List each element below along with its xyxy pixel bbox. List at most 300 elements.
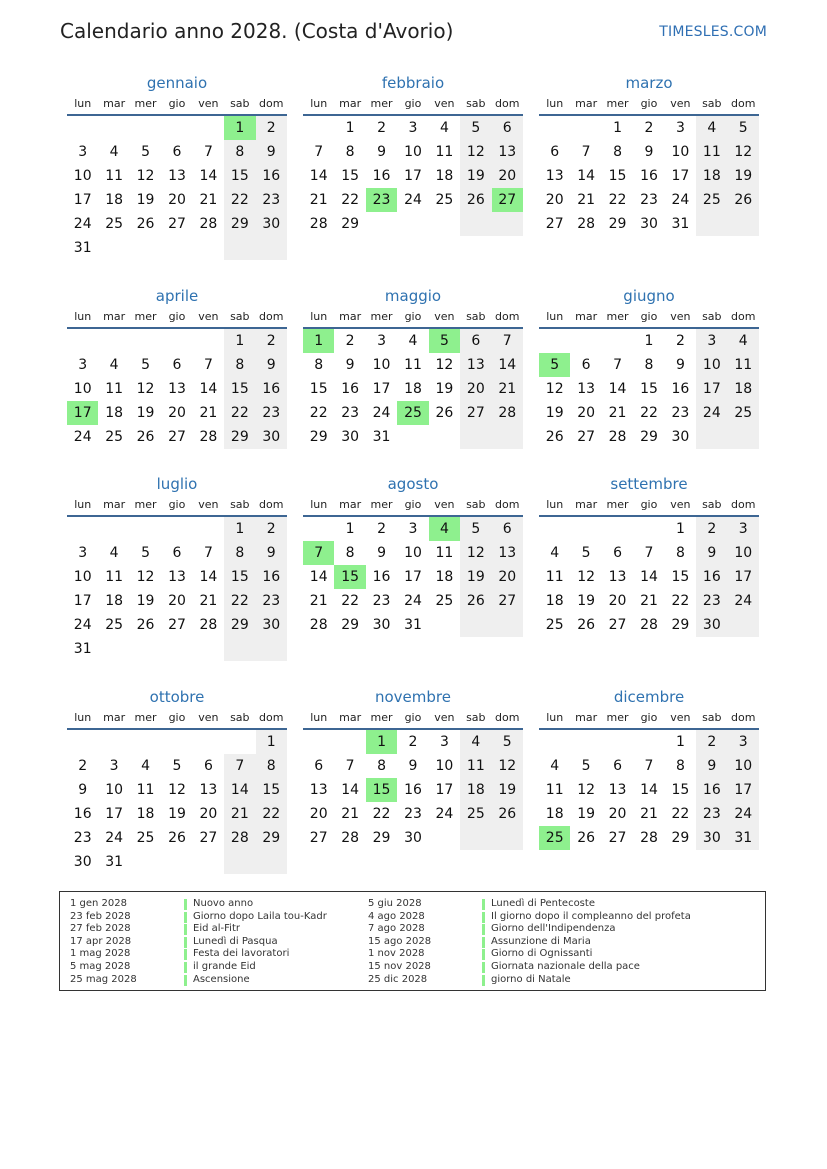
day-cell: 25	[460, 802, 491, 826]
day-cell: 18	[105, 192, 124, 208]
day-cell: 30	[696, 826, 727, 850]
day-cell: 6	[613, 545, 623, 561]
holiday-date: 23 feb 2028	[70, 910, 131, 922]
day-cell: 9	[408, 758, 418, 774]
weekday-label: ven	[670, 711, 691, 724]
weekday-label: mar	[575, 711, 598, 724]
day-cell: 5	[581, 545, 591, 561]
weekday-label: ven	[198, 310, 219, 323]
month-name: gennaio	[146, 74, 208, 92]
day-cell: 10	[404, 545, 422, 561]
month-febbraio	[303, 72, 523, 236]
day-cell: 5	[539, 353, 570, 377]
page-title: Calendario anno 2028. (Costa d'Avorio)	[60, 19, 454, 43]
day-cell: 5	[492, 730, 523, 754]
weekday-label: mer	[370, 310, 393, 323]
day-cell: 2	[675, 333, 685, 349]
day-cell: 27	[608, 830, 627, 846]
day-cell: 20	[168, 405, 186, 421]
empty-cell	[67, 329, 98, 353]
day-cell: 25	[539, 826, 570, 850]
holiday-marker-icon	[482, 899, 485, 910]
month-name: ottobre	[149, 688, 205, 706]
day-cell: 23	[366, 188, 397, 212]
day-cell: 29	[671, 830, 690, 846]
day-cell: 10	[73, 381, 92, 397]
day-cell: 9	[675, 357, 685, 373]
legend-row	[70, 961, 327, 974]
day-cell: 15	[224, 377, 255, 401]
weekday-label: gio	[640, 97, 658, 110]
empty-cell	[602, 517, 633, 541]
day-cell: 6	[492, 116, 523, 140]
weekday-header	[67, 307, 287, 329]
day-cell: 30	[256, 425, 287, 449]
month-name: novembre	[375, 688, 451, 706]
day-cell: 5	[141, 545, 151, 561]
day-cell: 26	[492, 802, 523, 826]
day-cell: 16	[696, 565, 727, 589]
day-cell: 9	[256, 353, 287, 377]
empty-cell	[161, 329, 192, 353]
day-cell: 12	[577, 569, 596, 585]
weekday-label: ven	[670, 97, 691, 110]
day-cell: 22	[640, 405, 658, 421]
day-cell: 12	[460, 541, 491, 565]
day-cell: 2	[377, 521, 387, 537]
day-cell: 10	[105, 782, 124, 798]
empty-cell	[161, 236, 192, 260]
weekday-header	[303, 708, 523, 730]
weekday-label: sab	[702, 310, 722, 323]
legend-row	[70, 898, 327, 911]
day-cell: 11	[435, 144, 454, 160]
day-cell: 17	[728, 565, 759, 589]
empty-cell	[130, 730, 161, 754]
empty-cell	[397, 212, 428, 236]
empty-cell	[460, 826, 491, 850]
weekday-label: sab	[230, 97, 250, 110]
day-cell: 3	[78, 545, 88, 561]
day-cell: 3	[78, 357, 88, 373]
day-cell: 18	[105, 593, 124, 609]
day-cell: 25	[728, 401, 759, 425]
month-luglio	[67, 473, 287, 661]
weekday-label: sab	[230, 498, 250, 511]
month-name: febbraio	[381, 74, 445, 92]
day-cell: 22	[608, 192, 627, 208]
day-cell: 9	[377, 545, 387, 561]
weekday-label: dom	[731, 310, 756, 323]
weekday-label: mer	[134, 310, 157, 323]
weekday-label: sab	[702, 498, 722, 511]
day-cell: 21	[608, 405, 627, 421]
day-cell: 7	[203, 144, 213, 160]
weekday-label: sab	[230, 711, 250, 724]
empty-cell	[366, 212, 397, 236]
day-cell: 31	[671, 216, 690, 232]
day-cell: 24	[372, 405, 391, 421]
day-cell: 25	[105, 617, 124, 633]
day-cell: 17	[73, 192, 92, 208]
day-cell: 8	[256, 754, 287, 778]
weekday-header	[303, 307, 523, 329]
day-cell: 9	[644, 144, 654, 160]
day-cell: 24	[73, 429, 92, 445]
day-cell: 10	[696, 353, 727, 377]
day-cell: 2	[696, 517, 727, 541]
day-cell: 3	[728, 730, 759, 754]
weekday-label: mar	[575, 310, 598, 323]
day-cell: 4	[460, 730, 491, 754]
day-cell: 21	[199, 593, 218, 609]
day-cell: 25	[397, 401, 428, 425]
day-cell: 30	[696, 613, 727, 637]
day-grid	[303, 329, 523, 449]
day-cell: 29	[608, 216, 627, 232]
day-cell: 4	[696, 116, 727, 140]
legend-row	[368, 974, 691, 987]
day-cell: 15	[608, 168, 627, 184]
day-grid	[67, 116, 287, 260]
weekday-header	[303, 94, 523, 116]
day-cell: 14	[640, 782, 658, 798]
day-cell: 16	[256, 565, 287, 589]
day-cell: 26	[136, 216, 155, 232]
empty-cell	[570, 517, 601, 541]
day-cell: 20	[577, 405, 596, 421]
day-cell: 11	[105, 168, 124, 184]
day-cell: 13	[608, 782, 627, 798]
day-cell: 10	[728, 541, 759, 565]
holiday-marker-icon	[184, 975, 187, 986]
weekday-label: ven	[434, 97, 455, 110]
day-cell: 11	[435, 545, 454, 561]
day-cell: 17	[435, 782, 454, 798]
day-cell: 12	[577, 782, 596, 798]
day-cell: 8	[675, 545, 685, 561]
day-cell: 18	[728, 377, 759, 401]
weekday-label: lun	[74, 97, 92, 110]
day-cell: 23	[256, 188, 287, 212]
weekday-label: gio	[168, 711, 186, 724]
day-cell: 27	[199, 830, 218, 846]
day-cell: 19	[728, 164, 759, 188]
day-cell: 2	[377, 120, 387, 136]
day-cell: 9	[696, 754, 727, 778]
legend-column-left	[70, 898, 327, 986]
holiday-date: 7 ago 2028	[368, 923, 425, 935]
day-cell: 4	[109, 144, 119, 160]
month-name: maggio	[384, 287, 442, 305]
empty-cell	[161, 116, 192, 140]
day-cell: 10	[728, 754, 759, 778]
day-cell: 12	[492, 754, 523, 778]
day-grid	[539, 329, 759, 449]
day-cell: 21	[492, 377, 523, 401]
day-cell: 18	[404, 381, 422, 397]
weekday-label: mar	[103, 310, 126, 323]
day-cell: 23	[256, 401, 287, 425]
day-cell: 20	[608, 806, 627, 822]
day-cell: 4	[550, 758, 560, 774]
empty-cell	[98, 517, 129, 541]
day-cell: 25	[696, 188, 727, 212]
day-cell: 2	[256, 329, 287, 353]
day-cell: 3	[408, 120, 418, 136]
day-cell: 5	[581, 758, 591, 774]
day-cell: 27	[577, 429, 596, 445]
weekday-label: ven	[434, 310, 455, 323]
day-cell: 21	[640, 806, 658, 822]
day-cell: 2	[696, 730, 727, 754]
day-cell: 29	[224, 212, 255, 236]
legend-row	[368, 948, 691, 961]
legend-row	[368, 911, 691, 924]
day-cell: 19	[136, 405, 155, 421]
day-cell: 16	[256, 377, 287, 401]
day-cell: 31	[404, 617, 422, 633]
day-cell: 17	[105, 806, 124, 822]
day-cell: 22	[372, 806, 391, 822]
empty-cell	[570, 730, 601, 754]
day-cell: 15	[224, 565, 255, 589]
day-cell: 18	[136, 806, 155, 822]
day-cell: 22	[256, 802, 287, 826]
weekday-label: gio	[640, 498, 658, 511]
day-cell: 9	[256, 541, 287, 565]
day-cell: 6	[172, 545, 182, 561]
day-cell: 13	[577, 381, 596, 397]
day-cell: 23	[696, 802, 727, 826]
day-cell: 18	[105, 405, 124, 421]
day-cell: 3	[78, 144, 88, 160]
weekday-label: lun	[546, 498, 564, 511]
holiday-date: 27 feb 2028	[70, 923, 131, 935]
day-cell: 10	[404, 144, 422, 160]
day-cell: 26	[577, 830, 596, 846]
empty-cell	[193, 637, 224, 661]
day-cell: 25	[545, 617, 564, 633]
day-cell: 16	[372, 168, 391, 184]
month-name: marzo	[625, 74, 673, 92]
brand-link[interactable]: TIMESLES.COM	[659, 24, 767, 40]
empty-cell	[539, 116, 570, 140]
day-cell: 22	[224, 401, 255, 425]
weekday-label: dom	[259, 310, 284, 323]
weekday-label: gio	[640, 310, 658, 323]
day-cell: 17	[73, 593, 92, 609]
weekday-label: sab	[702, 97, 722, 110]
holiday-date: 1 mag 2028	[70, 948, 131, 960]
holiday-marker-icon	[184, 899, 187, 910]
holiday-date: 15 nov 2028	[368, 960, 431, 972]
month-dicembre	[539, 686, 759, 850]
day-cell: 3	[377, 333, 387, 349]
day-cell: 7	[644, 545, 654, 561]
weekday-label: dom	[259, 97, 284, 110]
day-cell: 19	[136, 192, 155, 208]
day-cell: 18	[545, 806, 564, 822]
day-cell: 28	[640, 830, 658, 846]
day-cell: 20	[460, 377, 491, 401]
day-cell: 20	[168, 593, 186, 609]
day-cell: 11	[728, 353, 759, 377]
holiday-name: Lunedì di Pasqua	[193, 935, 278, 947]
day-cell: 27	[492, 589, 523, 613]
holiday-name: Nuovo anno	[193, 898, 254, 909]
day-cell: 1	[345, 521, 355, 537]
day-cell: 12	[435, 357, 454, 373]
weekday-header	[67, 495, 287, 517]
holiday-date: 5 mag 2028	[70, 960, 131, 972]
day-cell: 30	[341, 429, 360, 445]
empty-cell	[539, 517, 570, 541]
weekday-label: dom	[495, 310, 520, 323]
day-cell: 6	[613, 758, 623, 774]
day-cell: 12	[136, 168, 155, 184]
day-cell: 31	[73, 240, 92, 256]
empty-cell	[429, 613, 460, 637]
day-cell: 11	[105, 569, 124, 585]
empty-cell	[570, 116, 601, 140]
day-cell: 26	[577, 617, 596, 633]
weekday-label: sab	[702, 711, 722, 724]
day-cell: 26	[460, 589, 491, 613]
day-cell: 8	[314, 357, 324, 373]
month-name: dicembre	[613, 688, 685, 706]
day-cell: 23	[73, 830, 92, 846]
day-cell: 1	[224, 517, 255, 541]
day-cell: 7	[644, 758, 654, 774]
day-cell: 13	[168, 569, 186, 585]
weekday-label: sab	[466, 310, 486, 323]
legend-row	[70, 948, 327, 961]
empty-cell	[98, 329, 129, 353]
day-cell: 13	[168, 168, 186, 184]
day-cell: 26	[136, 617, 155, 633]
day-cell: 7	[303, 541, 334, 565]
weekday-header	[303, 495, 523, 517]
empty-cell	[224, 637, 255, 661]
day-cell: 31	[105, 854, 124, 870]
weekday-label: lun	[74, 498, 92, 511]
empty-cell	[256, 637, 287, 661]
day-cell: 6	[172, 357, 182, 373]
day-cell: 28	[199, 617, 218, 633]
weekday-label: mar	[575, 97, 598, 110]
legend-row	[70, 974, 327, 987]
weekday-label: dom	[731, 97, 756, 110]
day-cell: 25	[105, 216, 124, 232]
day-cell: 14	[309, 168, 328, 184]
day-cell: 9	[256, 140, 287, 164]
day-cell: 27	[492, 188, 523, 212]
weekday-label: ven	[198, 97, 219, 110]
weekday-label: mer	[370, 97, 393, 110]
day-cell: 21	[309, 192, 328, 208]
month-agosto	[303, 473, 523, 637]
day-cell: 29	[640, 429, 658, 445]
day-cell: 1	[303, 329, 334, 353]
empty-cell	[130, 637, 161, 661]
day-cell: 20	[492, 164, 523, 188]
holiday-marker-icon	[482, 937, 485, 948]
day-cell: 30	[73, 854, 92, 870]
day-cell: 11	[545, 782, 564, 798]
weekday-label: dom	[495, 498, 520, 511]
month-aprile	[67, 285, 287, 449]
day-cell: 20	[492, 565, 523, 589]
month-settembre	[539, 473, 759, 637]
day-cell: 14	[341, 782, 360, 798]
day-cell: 3	[696, 329, 727, 353]
day-cell: 7	[314, 144, 324, 160]
day-cell: 19	[435, 381, 454, 397]
day-cell: 17	[404, 569, 422, 585]
day-cell: 29	[671, 617, 690, 633]
day-cell: 16	[640, 168, 658, 184]
day-cell: 19	[577, 806, 596, 822]
day-cell: 14	[492, 353, 523, 377]
day-cell: 14	[309, 569, 328, 585]
empty-cell	[256, 236, 287, 260]
holiday-date: 15 ago 2028	[368, 935, 432, 947]
weekday-label: ven	[670, 498, 691, 511]
weekday-label: mar	[103, 97, 126, 110]
day-cell: 28	[309, 617, 328, 633]
day-cell: 14	[640, 569, 658, 585]
legend-row	[70, 911, 327, 924]
weekday-label: mer	[370, 498, 393, 511]
weekday-label: gio	[404, 97, 422, 110]
empty-cell	[633, 517, 664, 541]
month-gennaio	[67, 72, 287, 260]
day-cell: 20	[168, 192, 186, 208]
day-cell: 30	[404, 830, 422, 846]
day-cell: 23	[696, 589, 727, 613]
day-cell: 1	[256, 730, 287, 754]
holiday-name: Giorno dopo Laila tou-Kadr	[193, 910, 327, 922]
holiday-legend	[59, 891, 766, 991]
day-cell: 11	[404, 357, 422, 373]
day-grid	[67, 329, 287, 449]
day-cell: 27	[545, 216, 564, 232]
day-grid	[67, 517, 287, 661]
day-cell: 7	[345, 758, 355, 774]
day-grid	[539, 517, 759, 637]
month-giugno	[539, 285, 759, 449]
day-cell: 24	[105, 830, 124, 846]
weekday-label: mer	[606, 498, 629, 511]
day-cell: 16	[372, 569, 391, 585]
day-cell: 17	[671, 168, 690, 184]
empty-cell	[161, 637, 192, 661]
day-cell: 25	[435, 593, 454, 609]
day-cell: 5	[460, 116, 491, 140]
holiday-name: Festa dei lavoratori	[193, 948, 290, 960]
empty-cell	[334, 730, 365, 754]
day-cell: 28	[640, 617, 658, 633]
weekday-label: gio	[168, 310, 186, 323]
day-cell: 1	[675, 734, 685, 750]
day-cell: 20	[545, 192, 564, 208]
day-cell: 15	[334, 565, 365, 589]
empty-cell	[429, 425, 460, 449]
weekday-label: dom	[495, 711, 520, 724]
holiday-marker-icon	[482, 924, 485, 935]
day-cell: 17	[372, 381, 391, 397]
